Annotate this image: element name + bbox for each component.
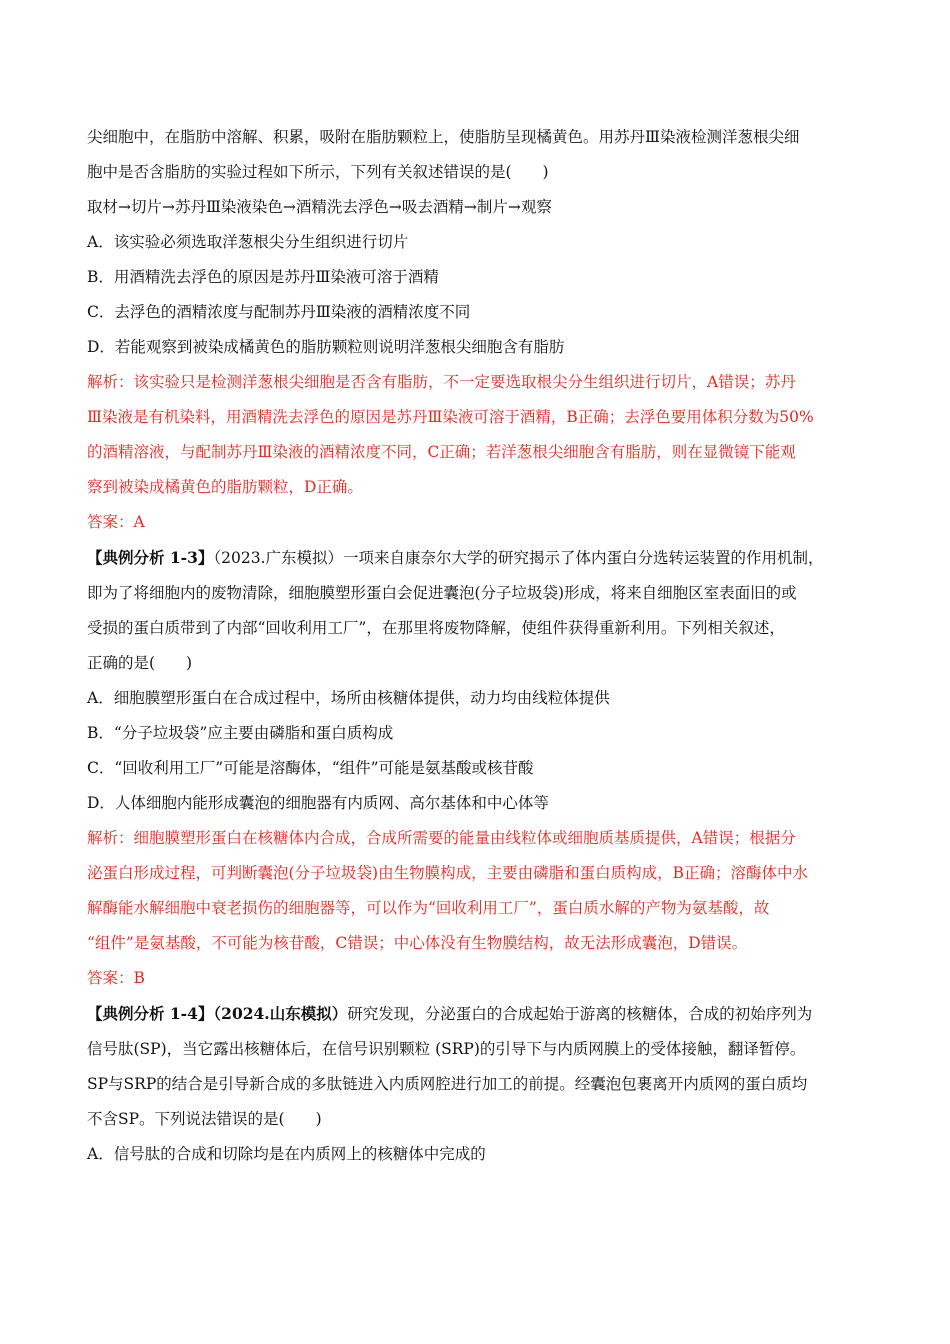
q1-option-b: B．用酒精洗去浮色的原因是苏丹Ⅲ染液可溶于酒精	[87, 268, 439, 286]
q2-option-a: A．细胞膜塑形蛋白在合成过程中，场所由核糖体提供，动力均由线粒体提供	[87, 689, 610, 707]
q1-procedure-flow: 取材→切片→苏丹Ⅲ染液染色→酒精洗去浮色→吸去酒精→制片→观察	[87, 198, 552, 216]
q2-stem-first: 一项来自康奈尔大学的研究揭示了体内蛋白分选转运装置的作用机制，	[343, 549, 824, 567]
q2-analysis-line: 解酶能水解细胞中衰老损伤的细胞器等，可以作为“回收利用工厂”，蛋白质水解的产物为氨基酸，故	[87, 899, 770, 917]
q3-stem-line: 不含SP。下列说法错误的是( )	[87, 1110, 322, 1128]
q2-stem-line: 正确的是( )	[87, 654, 193, 672]
q1-option-a: A．该实验必须选取洋葱根尖分生组织进行切片	[87, 233, 409, 251]
q1-stem-line: 胞中是否含脂肪的实验过程如下所示，下列有关叙述错误的是( )	[87, 163, 549, 181]
q2-analysis-line: “组件”是氨基酸，不可能为核苷酸，C错误；中心体没有生物膜结构，故无法形成囊泡，D错误。	[87, 934, 748, 952]
q3-option-a: A．信号肽的合成和切除均是在内质网上的核糖体中完成的	[87, 1145, 486, 1163]
q2-option-c: C．“回收利用工厂”可能是溶酶体，“组件”可能是氨基酸或核苷酸	[87, 759, 534, 777]
q2-answer: 答案：B	[87, 969, 145, 987]
document-page	[87, 120, 877, 1172]
q3-stem-line: 信号肽(SP)，当它露出核糖体后，在信号识别颗粒 (SRP)的引导下与内质网膜上的受体接触，翻译暂停。	[87, 1040, 806, 1058]
q3-source: （2024.山东模拟）	[213, 1004, 348, 1023]
q2-analysis-line: 解析：细胞膜塑形蛋白在核糖体内合成，合成所需要的能量由线粒体或细胞质基质提供，A错误；根据分	[87, 829, 796, 847]
q2-option-b: B．“分子垃圾袋”应主要由磷脂和蛋白质构成	[87, 724, 394, 742]
q1-analysis-line: 解析：该实验只是检测洋葱根尖细胞是否含有脂肪，不一定要选取根尖分生组织进行切片，A错误；苏丹	[87, 373, 796, 391]
q3-stem-first: 研究发现，分泌蛋白的合成起始于游离的核糖体，合成的初始序列为	[347, 1005, 813, 1023]
q2-stem-line: 受损的蛋白质带到了内部“回收利用工厂”，在那里将废物降解，使组件获得重新利用。下列相关叙述，	[87, 619, 785, 637]
q3-heading: 【典例分析 1-4】	[87, 1004, 214, 1023]
q1-answer: 答案：A	[87, 513, 145, 531]
q2-source: （2023.广东模拟）	[213, 549, 344, 567]
q3-stem-line: SP与SRP的结合是引导新合成的多肽链进入内质网腔进行加工的前提。经囊泡包裹离开内质网的蛋白质均	[87, 1075, 808, 1093]
question-2	[87, 540, 877, 996]
question-1	[87, 120, 877, 540]
q1-option-c: C．去浮色的酒精浓度与配制苏丹Ⅲ染液的酒精浓度不同	[87, 303, 471, 321]
q2-stem-line: 即为了将细胞内的废物清除，细胞膜塑形蛋白会促进囊泡(分子垃圾袋)形成，将来自细胞区室表面旧的或	[87, 584, 797, 602]
q1-stem-line: 尖细胞中，在脂肪中溶解、积累，吸附在脂肪颗粒上，使脂肪呈现橘黄色。用苏丹Ⅲ染液检测洋葱根尖细	[87, 128, 800, 146]
q2-heading: 【典例分析 1-3】	[87, 548, 214, 567]
q1-analysis-line: Ⅲ染液是有机染料，用酒精洗去浮色的原因是苏丹Ⅲ染液可溶于酒精，B正确；去浮色要用体积分数为50%	[87, 408, 814, 426]
q2-option-d: D．人体细胞内能形成囊泡的细胞器有内质网、高尔基体和中心体等	[87, 794, 549, 812]
q1-analysis-line: 的酒精溶液，与配制苏丹Ⅲ染液的酒精浓度不同，C正确；若洋葱根尖细胞含有脂肪，则在显微镜下能观	[87, 443, 796, 461]
q1-analysis-line: 察到被染成橘黄色的脂肪颗粒，D正确。	[87, 478, 363, 496]
question-3	[87, 996, 877, 1172]
q1-option-d: D．若能观察到被染成橘黄色的脂肪颗粒则说明洋葱根尖细胞含有脂肪	[87, 338, 565, 356]
q2-analysis-line: 泌蛋白形成过程，可判断囊泡(分子垃圾袋)由生物膜构成，主要由磷脂和蛋白质构成，B正确；溶酶体中水	[87, 864, 808, 882]
